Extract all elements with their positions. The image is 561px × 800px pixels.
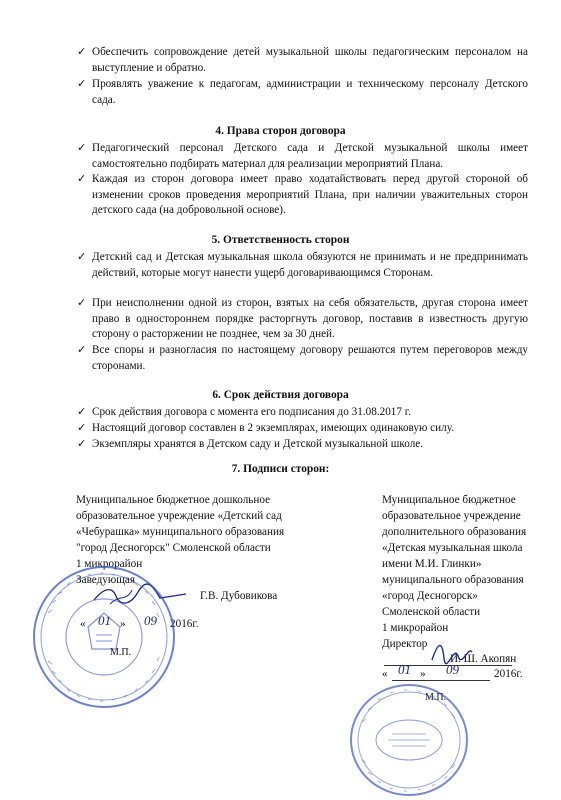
right-date-day: 01 bbox=[398, 662, 411, 677]
left-party-line: образовательное учреждение «Детский сад bbox=[76, 510, 282, 522]
left-party-line: 1 микрорайон bbox=[76, 558, 143, 570]
right-party-line: 1 микрорайон bbox=[382, 622, 449, 634]
right-party-line: «Детская музыкальная школа bbox=[382, 542, 523, 554]
right-party-line: «город Десногорск» bbox=[382, 590, 478, 602]
right-date-month: 09 bbox=[446, 662, 459, 677]
list-item: При неисполнении одной из сторон, взятых на себя обязательств, другая сторона имеет право в одностороннем порядке расторгнуть договор, поставив в известность другую сторону о расторжении не позднее, чем за 30 дней. bbox=[92, 297, 528, 340]
checkmark-icon: ✓ bbox=[77, 142, 87, 154]
section-heading: 4. Права сторон договора bbox=[215, 125, 346, 137]
checkmark-icon: ✓ bbox=[77, 438, 87, 450]
right-party-line: муниципального образования bbox=[382, 574, 524, 586]
right-date-underline bbox=[392, 680, 490, 681]
left-date-day: 01 bbox=[98, 613, 111, 628]
checkmark-icon: ✓ bbox=[77, 46, 87, 58]
list-item: Настоящий договор составлен в 2 экземплярах, имеющих одинаковую силу. bbox=[92, 422, 454, 434]
left-date-open: « bbox=[80, 618, 86, 630]
left-party-line: Заведующая bbox=[76, 574, 135, 586]
left-date-close: » bbox=[120, 618, 126, 630]
right-signer-name: И. Ш. Акопян bbox=[450, 653, 517, 665]
list-item: Педагогический персонал Детского сада и Детской музыкальной школы имеет самостоятельно подбирать материал для реализации мероприятий Плана. bbox=[92, 142, 528, 170]
section-heading: 6. Срок действия договора bbox=[212, 389, 349, 401]
checkmark-icon: ✓ bbox=[77, 251, 87, 263]
right-party-line: образовательное учреждение bbox=[382, 510, 521, 522]
left-seal-label: М.П. bbox=[110, 647, 132, 658]
list-item: Все споры и разногласия по настоящему договору решаются путем переговоров между сторонами. bbox=[92, 344, 528, 372]
right-seal-stamp bbox=[348, 682, 470, 798]
right-party-line: Смоленской области bbox=[382, 606, 481, 618]
checkmark-icon: ✓ bbox=[77, 78, 87, 90]
list-item: Каждая из сторон договора имеет право ходатайствовать перед другой стороной об изменении сроков проведения мероприятий Плана, при наличии уважительных сторон детского сада (на добровольной основе). bbox=[92, 173, 528, 216]
right-date-year: 2016г. bbox=[494, 668, 523, 680]
section-heading: 7. Подписи сторон: bbox=[231, 463, 330, 475]
checkmark-icon: ✓ bbox=[77, 406, 87, 418]
list-item: Проявлять уважение к педагогам, администрации и техническому персоналу Детского сада. bbox=[92, 78, 528, 106]
left-date-year: 2016г. bbox=[170, 618, 199, 630]
left-seal-stamp bbox=[30, 563, 178, 711]
list-item: Экземпляры хранятся в Детском саду и Детской музыкальной школе. bbox=[92, 438, 424, 450]
right-party-line: Директор bbox=[382, 638, 428, 650]
left-party-line: «Чебурашка» муниципального образования bbox=[76, 526, 285, 538]
left-signer-name: Г.В. Дубовикова bbox=[200, 590, 278, 602]
right-party-line: имени М.И. Глинки» bbox=[382, 558, 482, 570]
list-item: Обеспечить сопровождение детей музыкальной школы педагогическим персоналом на выступление и обратно. bbox=[92, 46, 528, 74]
checkmark-icon: ✓ bbox=[77, 422, 87, 434]
right-date-open: « bbox=[382, 668, 388, 680]
list-item: Детский сад и Детская музыкальная школа обязуются не принимать и не предпринимать действий, которые могут нанести ущерб договаривающимся Сторонам. bbox=[92, 251, 528, 279]
section-heading: 5. Ответственность сторон bbox=[211, 234, 350, 246]
checkmark-icon: ✓ bbox=[77, 344, 87, 356]
left-date-month: 09 bbox=[144, 613, 157, 628]
right-signature bbox=[428, 638, 474, 668]
left-party-line: "город Десногорск" Смоленской области bbox=[76, 542, 271, 554]
list-item: Срок действия договора с момента его подписания до 31.08.2017 г. bbox=[92, 406, 411, 418]
right-seal-label: М.П. bbox=[425, 692, 447, 703]
left-party-line: Муниципальное бюджетное дошкольное bbox=[76, 494, 271, 506]
right-party-line: дополнительного образования bbox=[382, 526, 527, 538]
checkmark-icon: ✓ bbox=[77, 297, 87, 309]
right-party-line: Муниципальное бюджетное bbox=[382, 494, 516, 506]
checkmark-icon: ✓ bbox=[77, 173, 87, 185]
right-date-close: » bbox=[420, 668, 426, 680]
